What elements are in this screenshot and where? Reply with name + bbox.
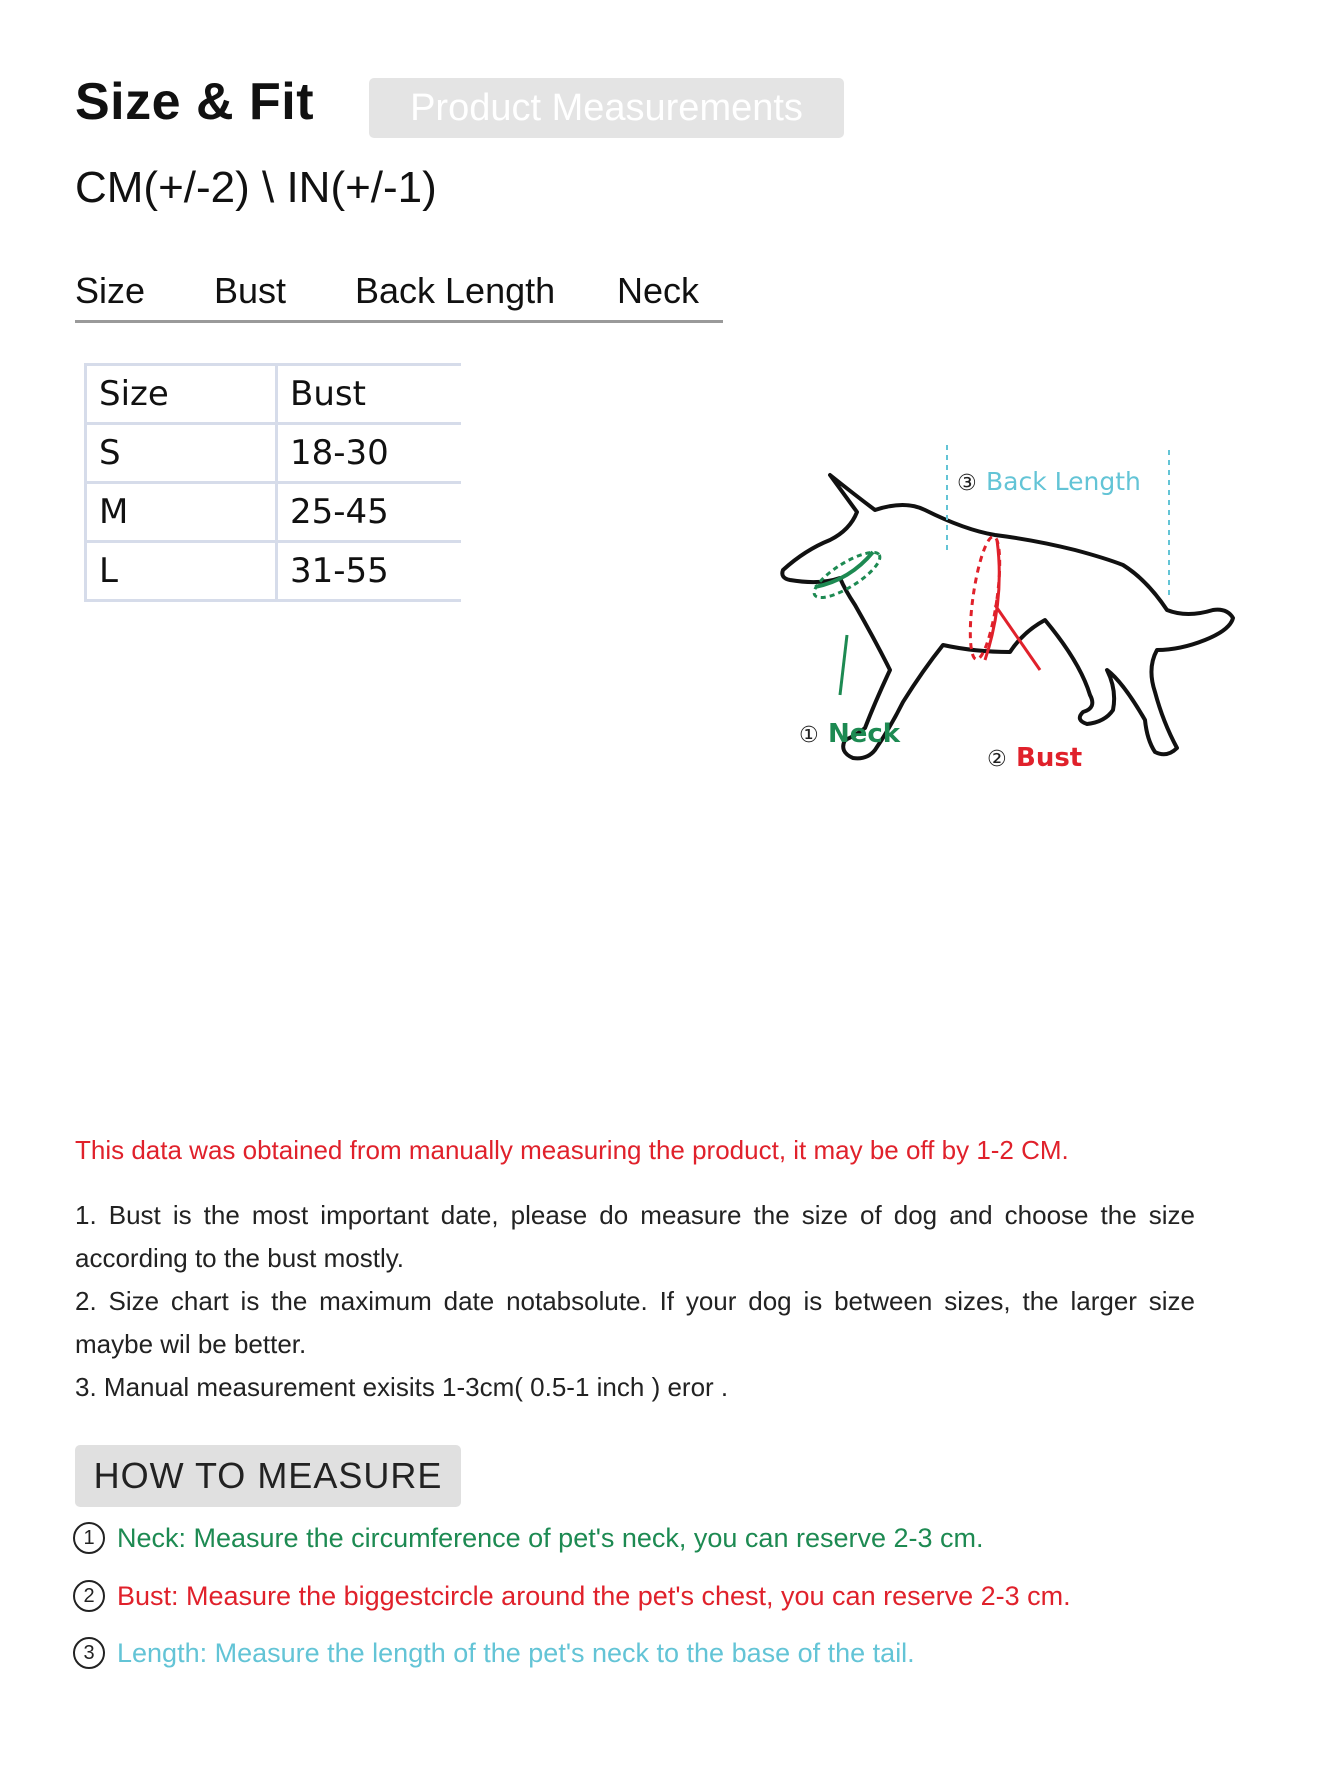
measure-step-bust	[73, 1580, 1071, 1612]
bust-girth-front-icon	[985, 540, 999, 660]
measure-step-text: Bust: Measure the biggestcircle around the pet's chest, you can reserve 2-3 cm.	[117, 1580, 1071, 1611]
step-number-icon: 3	[73, 1637, 105, 1669]
size-table	[84, 363, 461, 602]
column-header-neck: Neck	[617, 270, 700, 311]
dog-outline-icon	[782, 475, 1233, 758]
table-row	[86, 424, 462, 483]
column-header-size: Size	[75, 270, 146, 311]
note-item: 1. Bust is the most important date, please do measure the size of dog and choose the size according to the bust mostly.	[75, 1200, 1195, 1273]
bust-pointer-line	[995, 605, 1040, 670]
measure-step-text: Length: Measure the length of the pet's neck to the base of the tail.	[117, 1637, 915, 1668]
page-title: Size & Fit	[75, 73, 315, 131]
table-header-row	[86, 365, 462, 424]
table-cell-size: M	[86, 483, 277, 542]
column-header-back-length: Back Length	[355, 270, 556, 311]
dog-measurement-diagram	[775, 440, 1255, 830]
table-cell-size: S	[86, 424, 277, 483]
units-note: CM(+/-2) \ IN(+/-1)	[75, 163, 437, 212]
table-cell-bust: 31-55	[277, 542, 462, 601]
table-cell-size: L	[86, 542, 277, 601]
product-measurements-badge: Product Measurements	[369, 78, 844, 138]
header-divider	[75, 320, 723, 323]
how-to-measure-heading: HOW TO MEASURE	[75, 1445, 461, 1507]
step-number-icon: 1	[73, 1522, 105, 1554]
measure-step-length	[73, 1637, 915, 1669]
measurement-disclaimer: This data was obtained from manually measuring the product, it may be off by 1-2 CM.	[75, 1135, 1069, 1165]
table-cell-bust: 18-30	[277, 424, 462, 483]
bust-label: Bust	[1016, 743, 1083, 773]
table-header-cell: Bust	[277, 365, 462, 424]
table-row	[86, 483, 462, 542]
measure-step-neck	[73, 1522, 984, 1554]
back-length-number: ③	[957, 471, 977, 496]
note-item: 2. Size chart is the maximum date notabsolute. If your dog is between sizes, the larger size maybe wil be better.	[75, 1286, 1195, 1359]
neck-pointer-line	[840, 635, 847, 695]
bust-number: ②	[987, 747, 1007, 772]
note-item: 3. Manual measurement exisits 1-3cm( 0.5-1 inch ) eror .	[75, 1372, 729, 1402]
neck-number: ①	[799, 723, 819, 748]
column-header-bust: Bust	[214, 270, 287, 311]
table-row	[86, 542, 462, 601]
table-cell-bust: 25-45	[277, 483, 462, 542]
back-length-label: Back Length	[986, 467, 1141, 496]
table-header-cell: Size	[86, 365, 277, 424]
step-number-icon: 2	[73, 1580, 105, 1612]
neck-label: Neck	[828, 719, 901, 749]
measure-step-text: Neck: Measure the circumference of pet's neck, you can reserve 2-3 cm.	[117, 1522, 984, 1553]
